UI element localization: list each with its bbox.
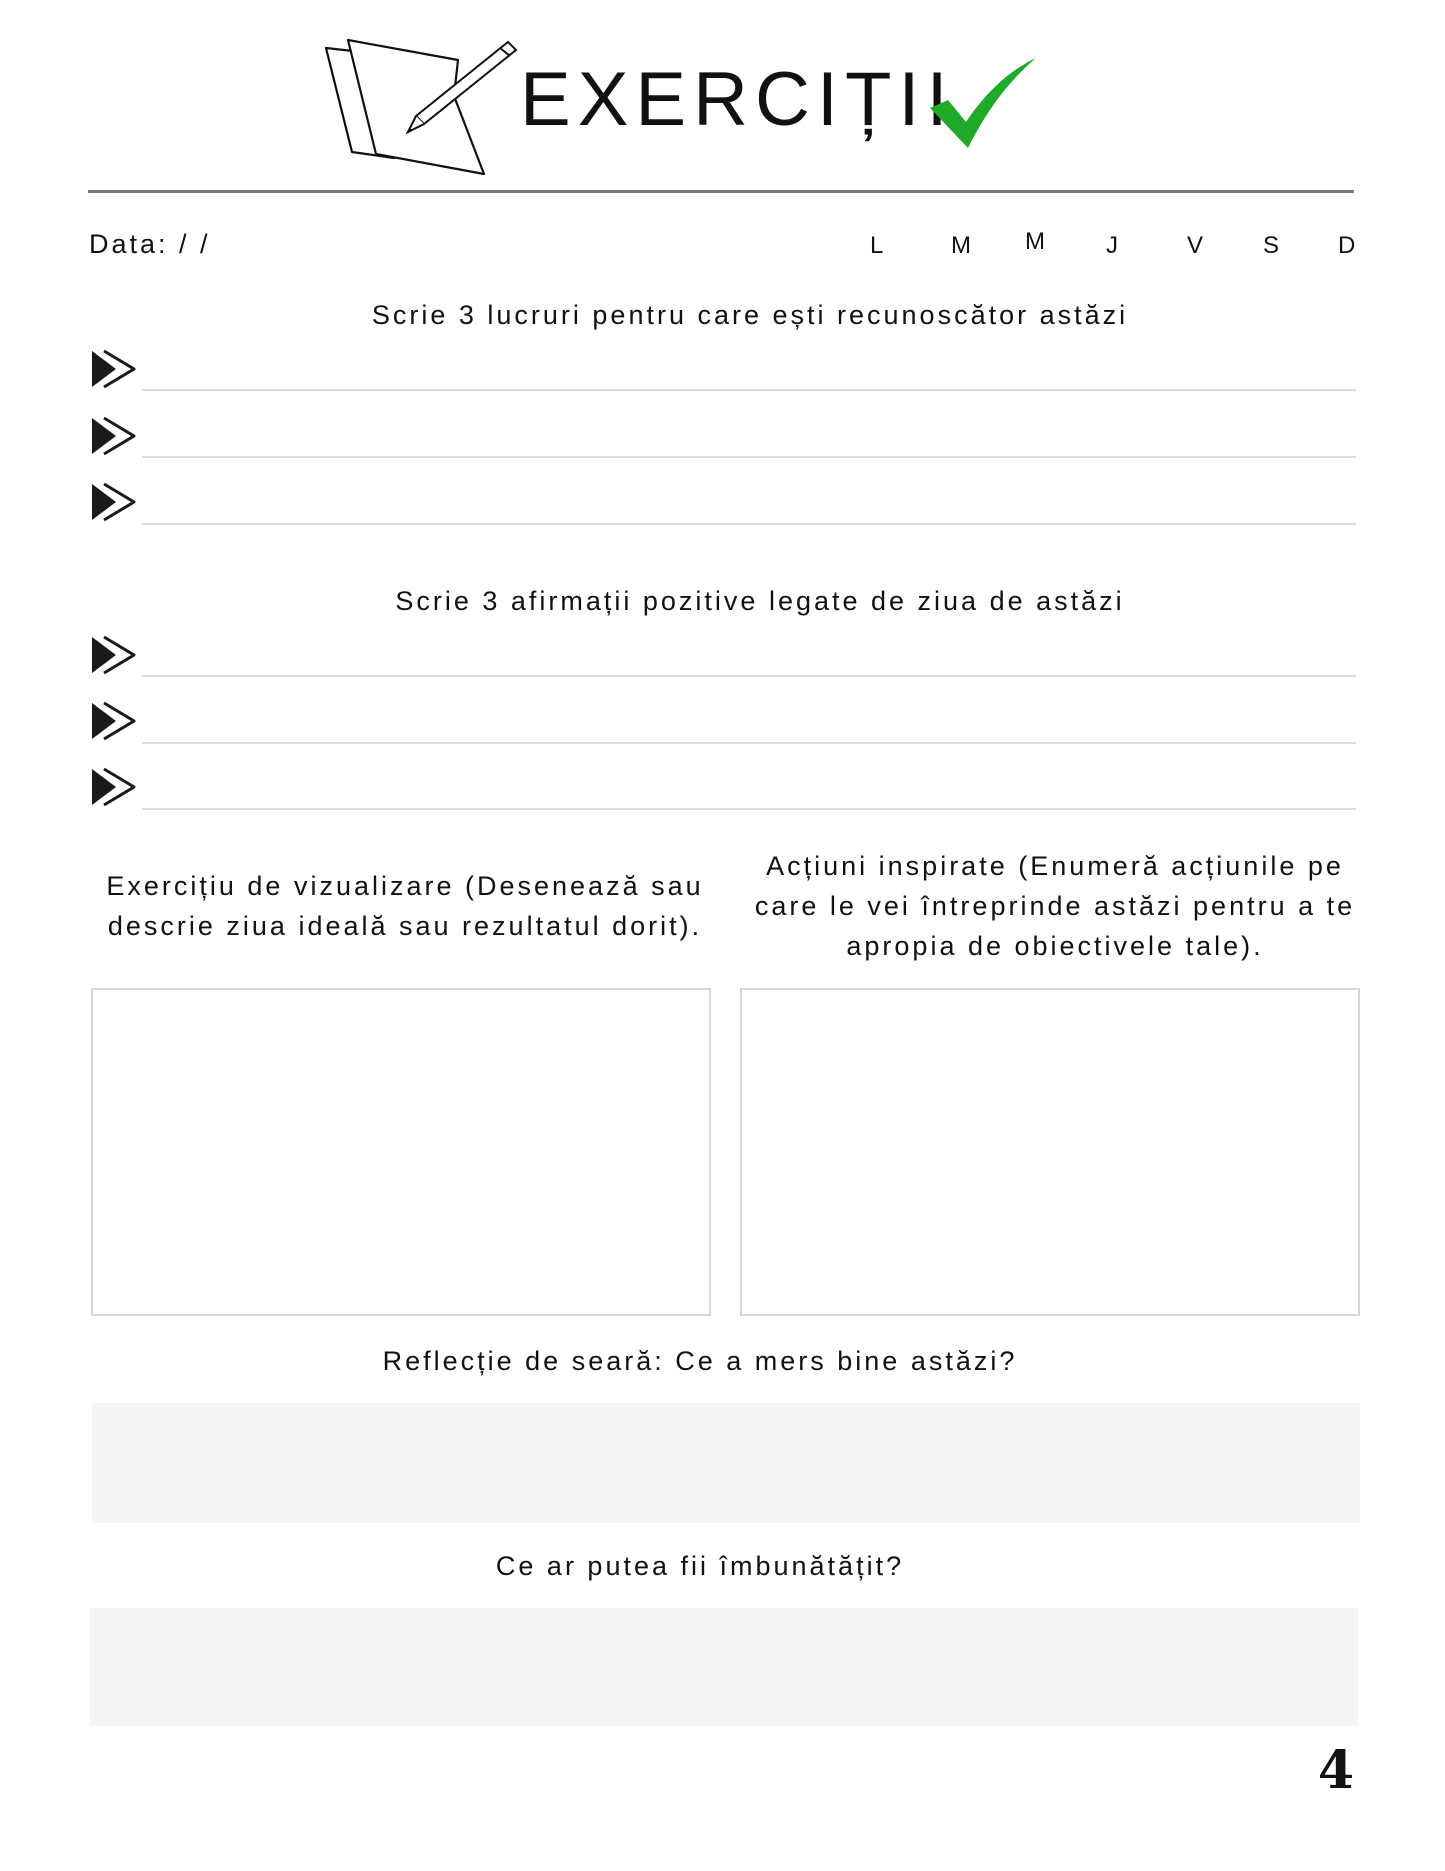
affirmation-line-3[interactable] <box>142 808 1356 810</box>
header-divider <box>88 190 1354 193</box>
actions-box[interactable] <box>740 988 1360 1316</box>
day-thursday: J <box>1106 232 1120 259</box>
day-saturday: S <box>1263 232 1282 259</box>
day-sunday: D <box>1338 232 1358 259</box>
visualization-title <box>92 866 718 946</box>
gratitude-line-1[interactable] <box>142 389 1356 391</box>
reflection-input-area[interactable] <box>92 1403 1360 1523</box>
day-tuesday: M <box>951 232 973 259</box>
double-arrow-icon <box>90 635 138 675</box>
double-arrow-icon <box>90 416 138 456</box>
actions-title-line: Acțiuni inspirate (Enumeră acțiunile pe <box>766 851 1344 881</box>
actions-title-line: care le vei întreprinde astăzi pentru a te <box>754 891 1356 921</box>
gratitude-line-2[interactable] <box>142 456 1356 458</box>
date-label: Data: / / <box>89 229 211 259</box>
visualization-title-line: descrie ziua ideală sau rezultatul dorit). <box>107 911 703 941</box>
double-arrow-icon <box>90 482 138 522</box>
day-friday: V <box>1187 232 1206 259</box>
checkmark-icon <box>928 56 1038 152</box>
double-arrow-icon <box>90 767 138 807</box>
day-monday: L <box>870 232 886 259</box>
improve-input-area[interactable] <box>90 1608 1358 1726</box>
affirmation-line-2[interactable] <box>142 742 1356 744</box>
actions-title <box>740 846 1370 966</box>
reflection-title: Reflecție de seară: Ce a mers bine astăzi? <box>382 1346 1018 1376</box>
affirmation-line-1[interactable] <box>142 675 1356 677</box>
actions-title-line: apropia de obiectivele tale). <box>846 931 1264 961</box>
improve-title: Ce ar putea fii îmbunătățit? <box>495 1551 905 1581</box>
visualization-title-line: Exercițiu de vizualizare (Desenează sau <box>106 871 704 901</box>
double-arrow-icon <box>90 701 138 741</box>
page-number: 4 <box>1317 1740 1354 1801</box>
page-title: EXERCIȚII <box>520 57 955 142</box>
double-arrow-icon <box>90 349 138 389</box>
gratitude-line-3[interactable] <box>142 523 1356 525</box>
affirmations-title: Scrie 3 afirmații pozitive legate de ziua de astăzi <box>395 586 1125 616</box>
gratitude-title: Scrie 3 lucruri pentru care ești recunoscător astăzi <box>371 300 1129 330</box>
paper-pencil-icon <box>322 36 522 178</box>
day-wednesday: M <box>1025 228 1047 255</box>
visualization-box[interactable] <box>91 988 711 1316</box>
